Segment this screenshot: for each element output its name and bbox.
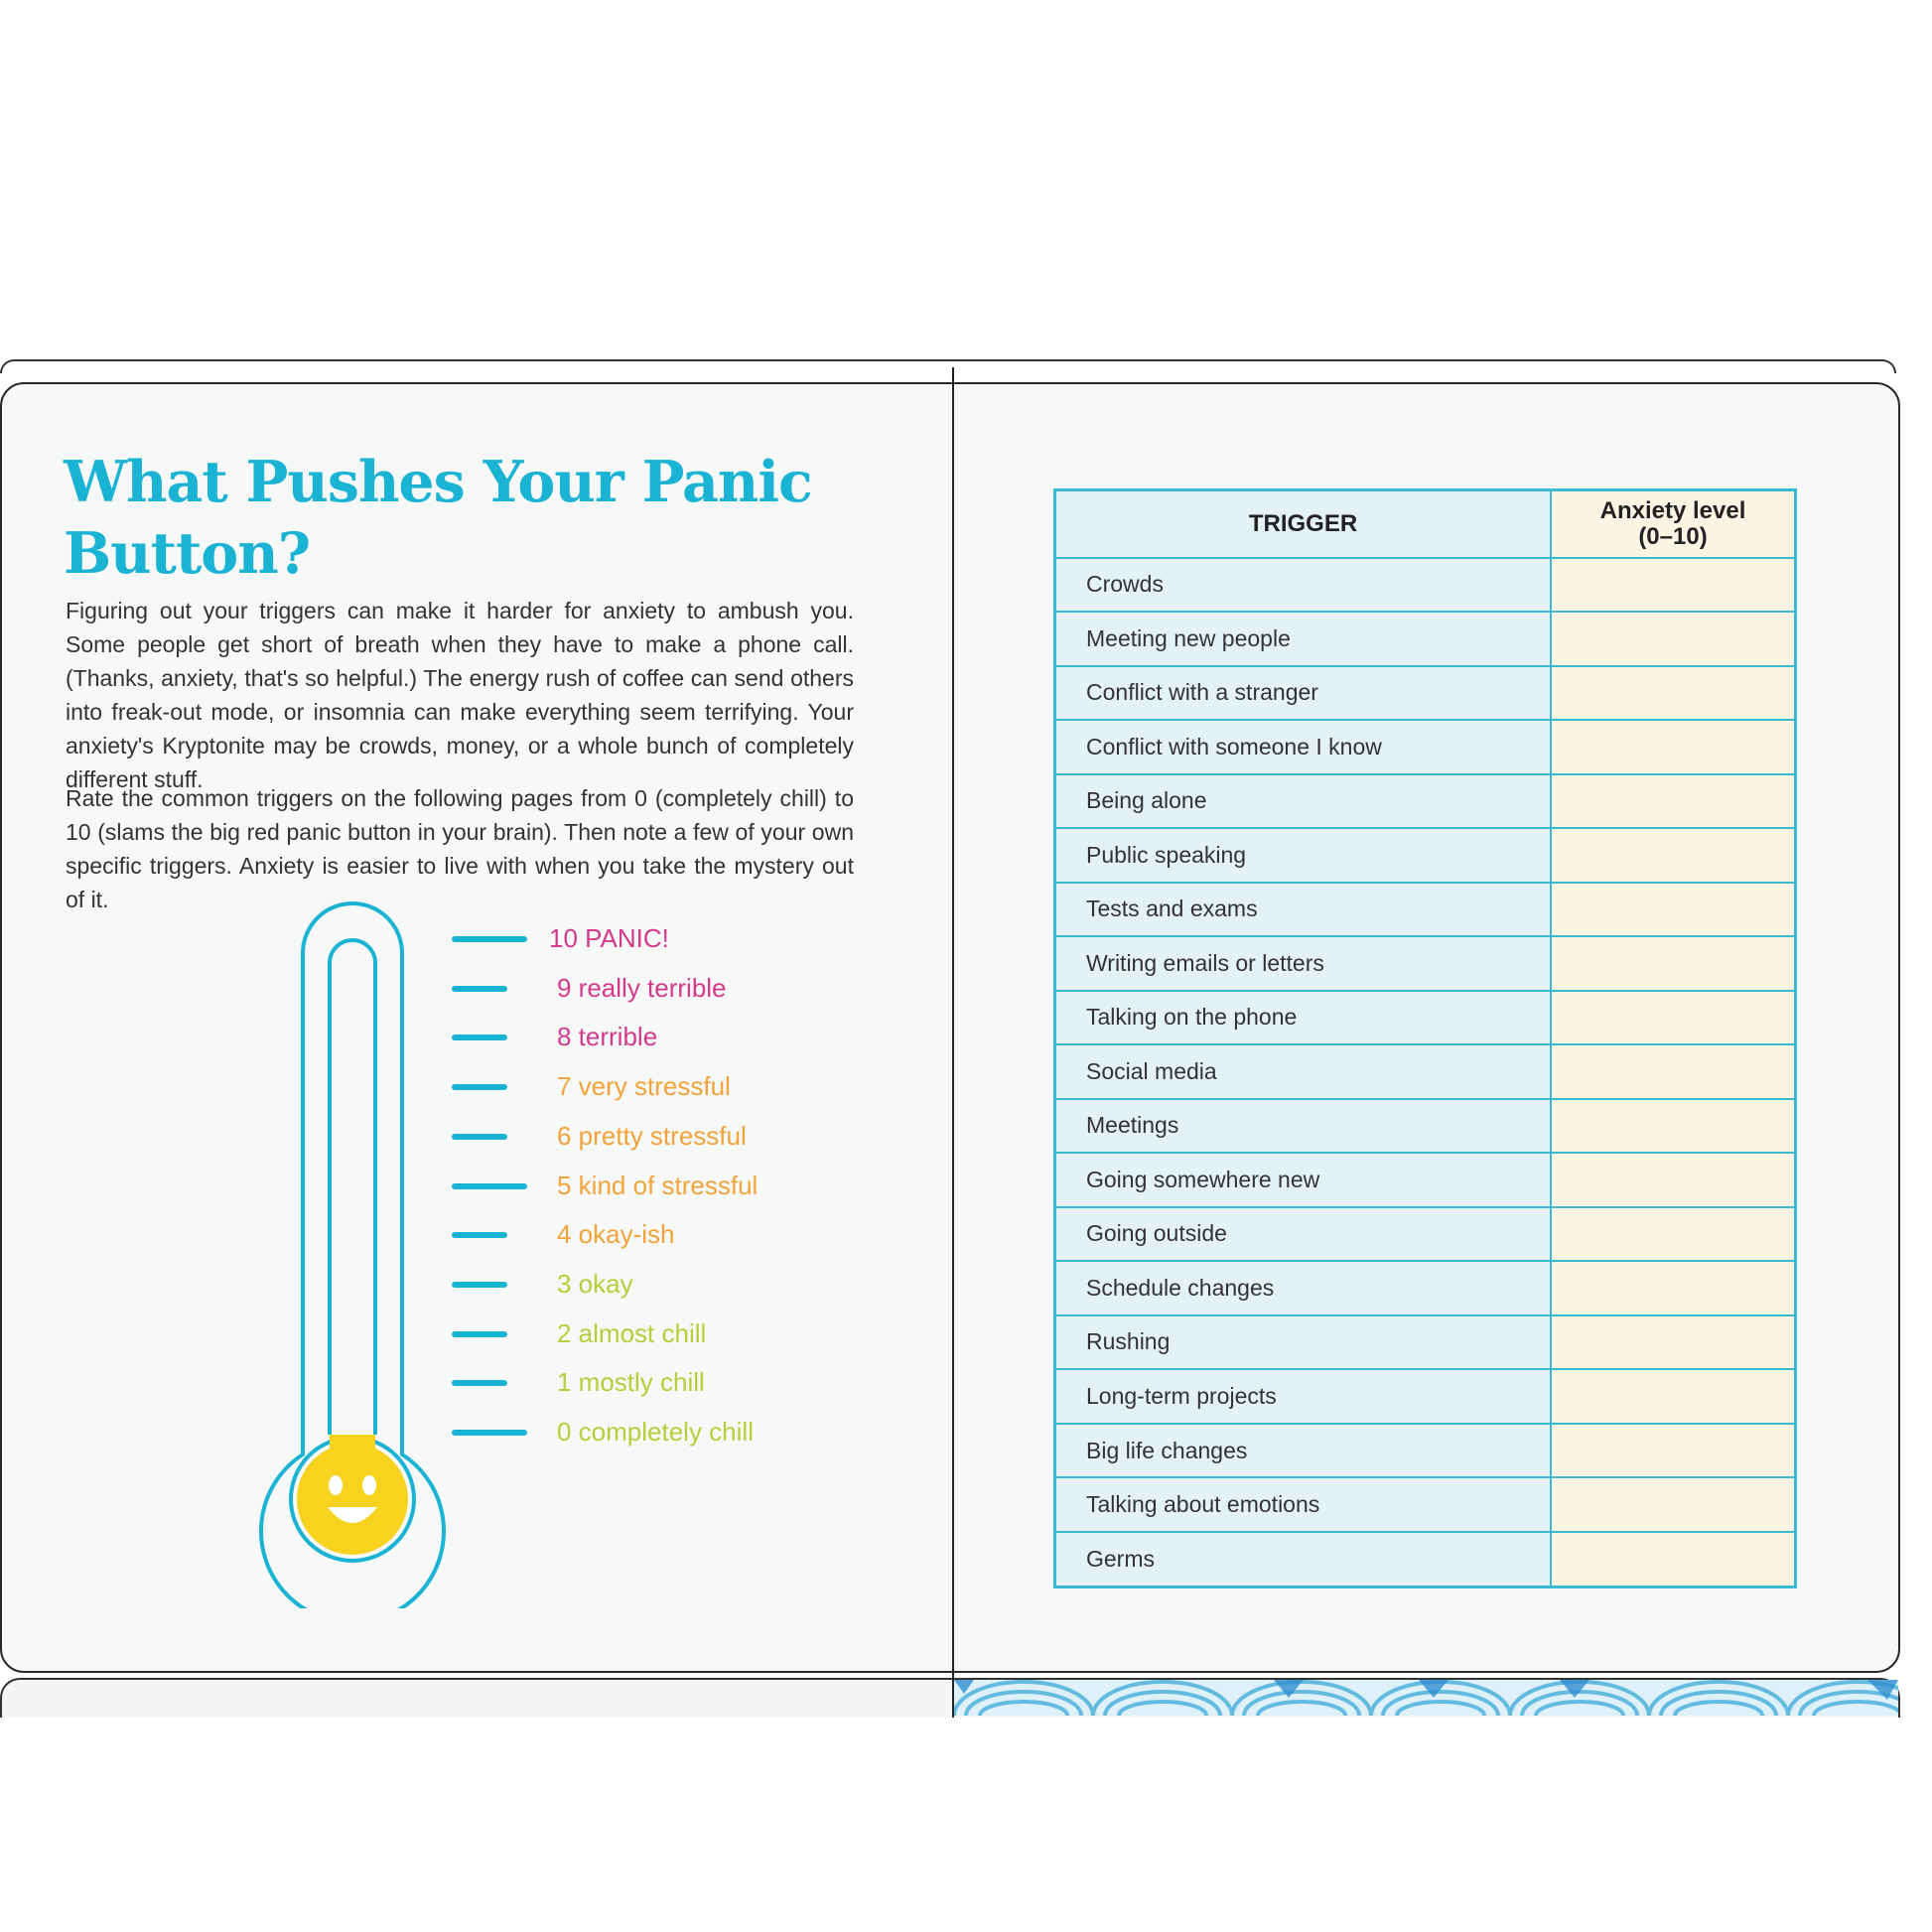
anxiety-level-cell[interactable] — [1551, 1044, 1796, 1099]
anxiety-level-cell[interactable] — [1551, 883, 1796, 937]
trigger-cell: Social media — [1055, 1044, 1552, 1099]
scale-tick — [452, 1232, 507, 1238]
header-anxiety-level: Anxiety level (0–10) — [1551, 490, 1796, 558]
trigger-cell: Going outside — [1055, 1207, 1552, 1262]
scale-tick — [452, 1430, 527, 1436]
anxiety-level-cell[interactable] — [1551, 666, 1796, 721]
table-row — [1055, 1207, 1796, 1262]
trigger-cell: Germs — [1055, 1532, 1552, 1587]
table-row — [1055, 883, 1796, 937]
table-row — [1055, 1153, 1796, 1207]
table-header-row — [1055, 490, 1796, 558]
trigger-cell: Going somewhere new — [1055, 1153, 1552, 1207]
scale-tick — [452, 936, 527, 942]
table-row — [1055, 1044, 1796, 1099]
anxiety-level-cell[interactable] — [1551, 1532, 1796, 1587]
thermometer-bulb — [297, 1444, 408, 1555]
table-row — [1055, 1424, 1796, 1478]
scale-label: 2 almost chill — [557, 1317, 707, 1348]
anxiety-level-cell[interactable] — [1551, 774, 1796, 829]
anxiety-level-cell[interactable] — [1551, 720, 1796, 774]
anxiety-level-cell[interactable] — [1551, 558, 1796, 613]
table-row — [1055, 558, 1796, 613]
page-gutter — [952, 367, 954, 1718]
scale-tick — [452, 1282, 507, 1288]
scale-label: 5 kind of stressful — [557, 1170, 759, 1200]
table-row — [1055, 612, 1796, 666]
table-row — [1055, 936, 1796, 991]
scale-label: 1 mostly chill — [557, 1367, 705, 1398]
thermometer — [248, 894, 477, 1608]
trigger-cell: Schedule changes — [1055, 1261, 1552, 1315]
scale-tick — [452, 1084, 507, 1090]
anxiety-level-cell[interactable] — [1551, 1207, 1796, 1262]
scale-tick — [452, 1183, 527, 1189]
scale-tick — [452, 1380, 507, 1386]
scale-label: 7 very stressful — [557, 1071, 731, 1102]
scale-label: 8 terrible — [557, 1022, 658, 1052]
scale-label: 4 okay-ish — [557, 1219, 675, 1250]
page-edge-top — [0, 359, 1896, 373]
table-row — [1055, 1261, 1796, 1315]
table-row — [1055, 1369, 1796, 1424]
table-row — [1055, 666, 1796, 721]
scale-label: 0 completely chill — [557, 1417, 754, 1447]
anxiety-level-cell[interactable] — [1551, 1261, 1796, 1315]
trigger-cell: Being alone — [1055, 774, 1552, 829]
anxiety-level-cell[interactable] — [1551, 991, 1796, 1045]
trigger-cell: Conflict with a stranger — [1055, 666, 1552, 721]
trigger-cell: Talking about emotions — [1055, 1477, 1552, 1532]
anxiety-level-cell[interactable] — [1551, 1153, 1796, 1207]
anxiety-level-cell[interactable] — [1551, 936, 1796, 991]
trigger-cell: Talking on the phone — [1055, 991, 1552, 1045]
table-row — [1055, 1532, 1796, 1587]
trigger-cell: Long-term projects — [1055, 1369, 1552, 1424]
anxiety-level-cell[interactable] — [1551, 1099, 1796, 1154]
table-row — [1055, 991, 1796, 1045]
table-row — [1055, 1477, 1796, 1532]
table-row — [1055, 1099, 1796, 1154]
trigger-cell: Meeting new people — [1055, 612, 1552, 666]
scale-label: 10 PANIC! — [549, 923, 669, 953]
table-row — [1055, 1315, 1796, 1370]
scale-tick — [452, 1035, 507, 1040]
wave-pattern-strip — [954, 1680, 1898, 1716]
page-title: What Pushes Your Panic Button? — [64, 449, 812, 587]
anxiety-level-cell[interactable] — [1551, 828, 1796, 883]
table-row — [1055, 720, 1796, 774]
trigger-cell: Public speaking — [1055, 828, 1552, 883]
trigger-cell: Writing emails or letters — [1055, 936, 1552, 991]
table-row — [1055, 828, 1796, 883]
anxiety-level-cell[interactable] — [1551, 1369, 1796, 1424]
scale-label: 9 really terrible — [557, 972, 727, 1003]
anxiety-level-cell[interactable] — [1551, 612, 1796, 666]
scale-label: 3 okay — [557, 1268, 633, 1299]
anxiety-level-cell[interactable] — [1551, 1424, 1796, 1478]
scale-tick — [452, 1331, 507, 1337]
anxiety-level-cell[interactable] — [1551, 1315, 1796, 1370]
scale-tick — [452, 1134, 507, 1140]
trigger-table — [1053, 488, 1797, 1588]
wave-pattern-icon — [954, 1680, 1898, 1716]
anxiety-level-cell[interactable] — [1551, 1477, 1796, 1532]
instructions-paragraph: Rate the common triggers on the following pages from 0 (completely chill) to 10 (slams the big red panic button in your brain). Then note a few of your own specific triggers. Anxiety is easier to live with when you take the mystery out of it. — [66, 785, 854, 912]
trigger-cell: Crowds — [1055, 558, 1552, 613]
scale-tick — [452, 986, 507, 992]
trigger-cell: Rushing — [1055, 1315, 1552, 1370]
trigger-cell: Big life changes — [1055, 1424, 1552, 1478]
trigger-cell: Conflict with someone I know — [1055, 720, 1552, 774]
scale-label: 6 pretty stressful — [557, 1120, 747, 1151]
trigger-cell: Tests and exams — [1055, 883, 1552, 937]
trigger-cell: Meetings — [1055, 1099, 1552, 1154]
intro-paragraph: Figuring out your triggers can make it harder for anxiety to ambush you. Some people get short of breath when they have to make a phone call. (Thanks, anxiety, that's so helpful.) The energy rush of coffee can send others into freak-out mode, or insomnia can make everything seem terrifying. Your anxiety's Kryptonite may be crowds, money, or a whole bunch of completely different stuff. — [66, 598, 854, 792]
table-row — [1055, 774, 1796, 829]
header-trigger: TRIGGER — [1055, 490, 1552, 558]
